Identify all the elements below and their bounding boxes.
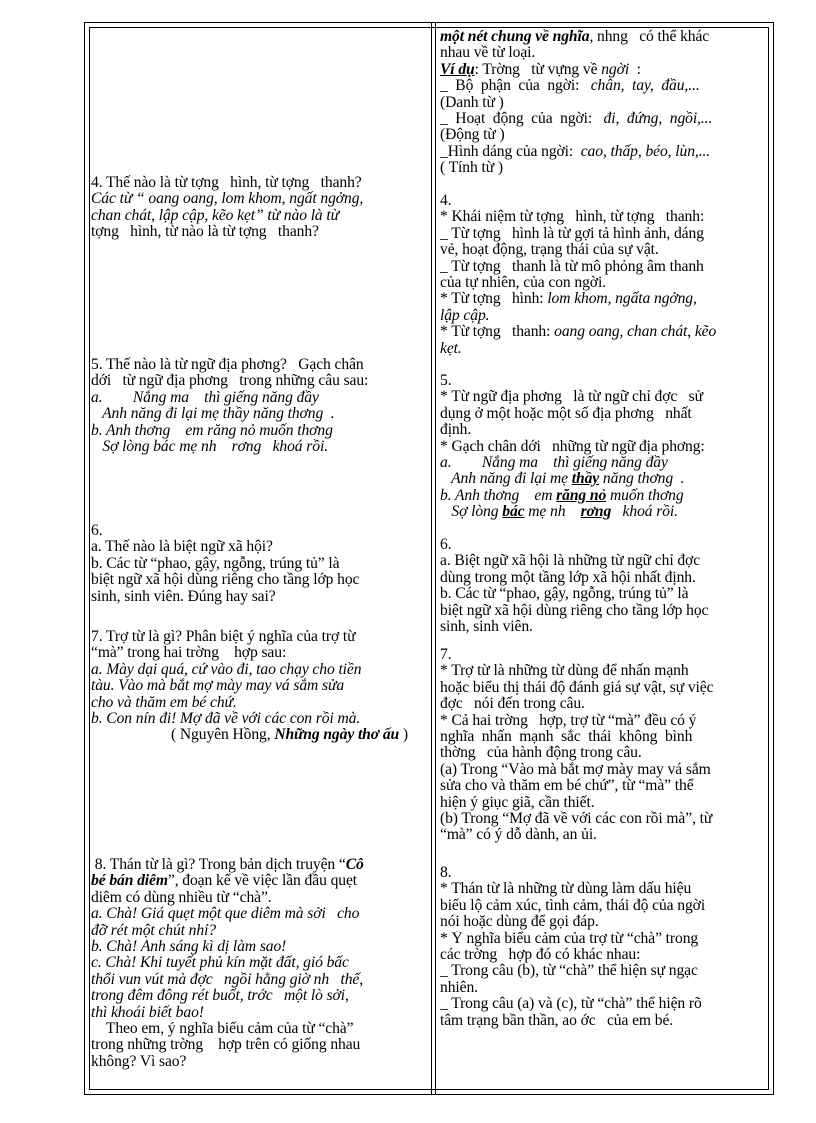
q5-line: a. Nắng ma thì giếng năng đầy [91,389,319,406]
answer-5: 5. * Từ ngữ địa phơng là từ ngữ chỉ đợc sử dụng ở một hoặc một số địa phơng nhất định. * Gạch chân dới những từ ngữ địa phơng: a. Nắng ma thì giếng năng đầy Anh năng đi lại mẹ thầy năng thơng . b. Anh thơng em răng nỏ muốn thơng Sợ lòng bác mẹ nh rơng khoá rồi. [440,373,705,521]
q4-line: tợng hình, từ nào là từ tợng thanh? [91,224,319,241]
qa-table [84,22,774,1095]
q5-line: Sợ lòng bác mẹ nh rơng khoá rồi. [91,438,329,455]
question-8 [91,857,431,1070]
answer-4: 4. * Khái niệm từ tợng hình, từ tợng thanh: _ Từ tợng hình là từ gợi tả hình ảnh, dáng vẻ, hoạt động, trạng thái của sự vật. _ Từ tợng thanh là từ mô phỏng âm thanh của tự nhiên, của con ngời. * Từ tợng hình: lom khom, ngấta ngởng, lập cập. * Từ tợng thanh: oang oang, chan chát, kẽo kẹt. [440,193,717,357]
q6-line: b. Các từ “phao, gậy, ngỗng, trúng tủ” là [91,555,340,572]
q4-line: chan chát, lập cập, kẽo kẹt” từ nào là từ [91,207,340,224]
answer-6: 6. a. Biệt ngữ xã hội là những từ ngữ chỉ đợc dùng trong một tầng lớp xã hội nhất định. b. Các từ “phao, gậy, ngỗng, trúng tủ” là biệt ngữ xã hội dùng riêng cho tầng lớp học sinh, sinh viên. [440,537,709,635]
q7-line: cho và thăm em bé chứ. [91,694,237,711]
q8-line: trong đêm đông rét buốt, trớc một lò sởi, [91,988,349,1005]
book-title: Những ngày thơ ấu [274,727,400,744]
q7-line: b. Con nín đi! Mợ đã về với các con rồi mà. [91,710,361,727]
q5-line: b. Anh thơng em răng nỏ muốn thơng [91,422,333,439]
dialect-word: bác [502,504,525,521]
q8-line: bé bán diêm”, đoạn kể về việc lần đầu quẹt [91,873,358,890]
q7-line: “mà” trong hai trờng hợp sau: [91,645,287,662]
q8-line: đỡ rét một chút nhỉ? [91,922,216,939]
dialect-word: răng nỏ [556,487,607,504]
dialect-word: thầy [571,471,600,488]
q6-line: biệt ngữ xã hội dùng riêng cho tầng lớp học [91,572,360,589]
q7-line: 7. Trợ từ là gì? Phân biệt ý nghĩa của trợ từ [91,629,356,645]
q7-line: tàu. Vào mà bắt mợ mày may vá sắm sửa [91,678,345,695]
q8-line: thổi vun vút mà đợc ngồi hằng giờ nh thế, [91,971,364,988]
question-7 [91,629,431,744]
q8-line: c. Chà! Khi tuyết phủ kín mặt đất, gió bấc [91,955,349,972]
q8-line: trong những trờng hợp trên có giống nhau [91,1037,361,1054]
q5-line: dới từ ngữ địa phơng trong những câu sau: [91,373,369,390]
q8-line: thì khoái biết bao! [91,1004,204,1021]
q8-line: diêm có dùng nhiều từ “chà”. [91,889,272,906]
q6-line: a. Thế nào là biệt ngữ xã hội? [91,539,273,556]
column-divider [431,23,436,1094]
q5-line: 5. Thế nào là từ ngữ địa phơng? Gạch chân [91,357,364,373]
q8-line: b. Chà! Ánh sáng kì dị làm sao! [91,938,287,955]
q8-line: 8. Thán từ là gì? Trong bản dịch truyện “Cô [91,857,364,873]
q8-line: a. Chà! Giá quẹt một que diêm mà sởi cho [91,906,360,923]
dialect-word: rơng [580,504,612,521]
q4-line: 4. Thế nào là từ tợng hình, từ tợng thanh? [91,175,362,191]
answer-8: 8. * Thán từ là những từ dùng làm dấu hiệu biểu lộ cảm xúc, tình cảm, thái độ của ngời nói hoặc dùng để gọi đáp. * Ý nghĩa biểu cảm của trợ từ “chà” trong các trờng hợp đó có khác nhau: _ Trong câu (b), từ “chà” thể hiện sự ngạc nhiên. _ Trong câu (a) và (c), từ “chà” thể hiện rõ tâm trạng bần thần, ao ớc của em bé. [440,865,706,1029]
question-5 [91,357,431,455]
questions-column [91,27,431,1090]
answer-7: 7. * Trợ từ là những từ dùng để nhấn mạnh hoặc biểu thị thái độ đánh giá sự vật, sự việc đợc nói đến trong câu. * Cả hai trờng hợp, trợ từ “mà” đều có ý nghĩa nhấn mạnh sắc thái không bình thờng của hành động trong câu. (a) Trong “Vào mà bắt mợ mày may vá sắm sửa cho và thăm em bé chứ”, từ “mà” thể hiện ý giục giã, cần thiết. (b) Trong “Mợ đã về với các con rồi mà”, từ “mà” có ý dỗ dành, an ủi. [440,647,714,844]
q8-line: không? Vì sao? [91,1053,187,1070]
answer-intro: một nét chung về nghĩa, nhng có thể khác nhau về từ loại. Ví dụ: Trờng từ vựng về ngời : _ Bộ phận của ngời: chân, tay, đầu,... (Danh từ ) _ Hoạt động của ngời: đi, đứng, ngồi,... (Động từ ) _Hình dáng của ngời: cao, thấp, béo, lùn,... ( Tính từ ) [440,29,713,177]
q4-line: Các từ “ oang oang, lom khom, ngất ngởng, [91,191,364,208]
q7-line: a. Mày dại quá, cứ vào đi, tao chạy cho tiền [91,661,362,678]
q7-citation: ( Nguyên Hồng, Những ngày thơ ấu ) [171,727,408,744]
answers-column [440,27,773,1090]
question-6 [91,523,431,605]
question-4 [91,175,431,241]
q5-line: Anh năng đi lại mẹ thầy năng thơng . [91,406,335,423]
q6-line: 6. [91,523,103,539]
q8-line: Theo em, ý nghĩa biểu cảm của từ “chà” [91,1020,354,1037]
q6-line: sinh, sinh viên. Đúng hay sai? [91,588,276,605]
